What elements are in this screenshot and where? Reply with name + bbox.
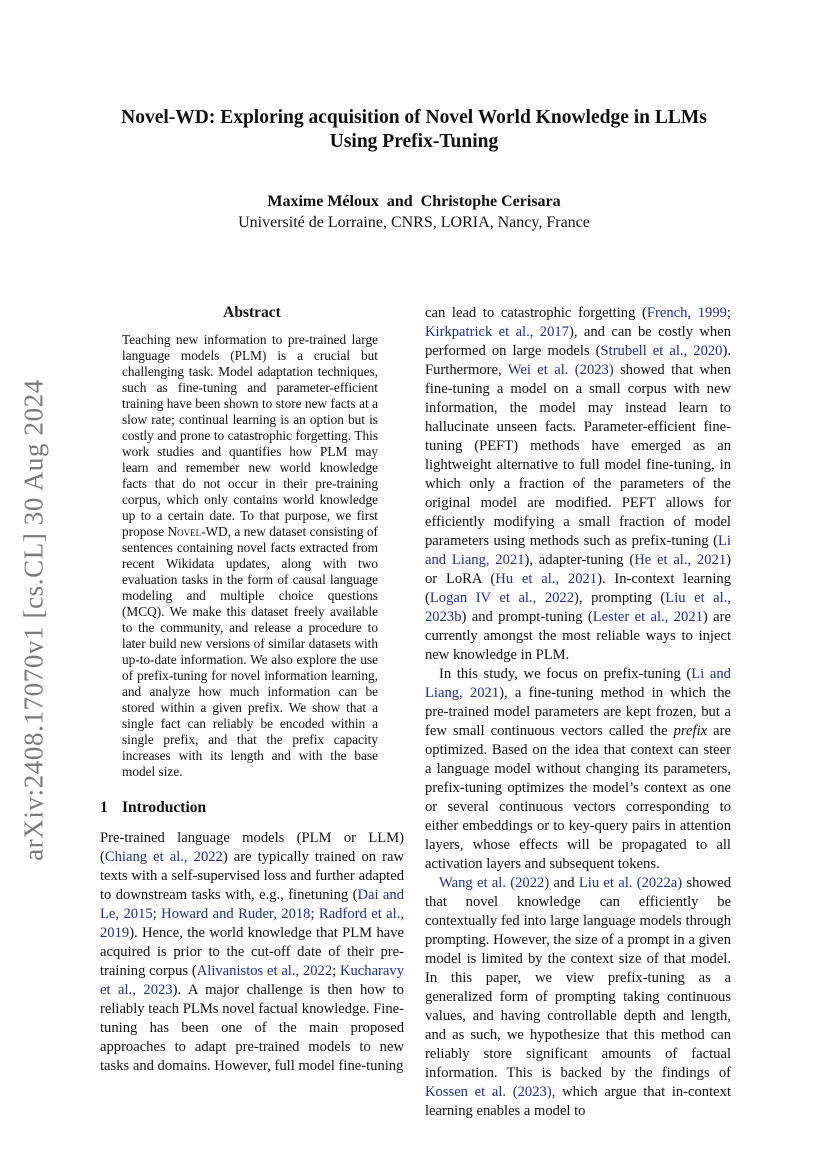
citation-link[interactable]: Liu et al. (2022a) xyxy=(578,875,683,891)
citation-link[interactable]: Howard and Ruder, 2018 xyxy=(161,906,311,922)
text-run: ; xyxy=(332,963,340,979)
author-names: Maxime Méloux and Christophe Cerisara xyxy=(267,193,561,210)
text-run: , which argue that in-context learning enables a model to xyxy=(425,1084,731,1119)
text-run: ), adapter-tuning ( xyxy=(524,552,635,568)
abstract-body xyxy=(122,332,378,780)
section-title: Introduction xyxy=(122,799,207,816)
citation-link[interactable]: Lester et al., 2021 xyxy=(592,609,703,625)
citation-link[interactable]: Chiang et al., 2022 xyxy=(104,849,223,865)
arxiv-identifier: arXiv:2408.17070v1 [cs.CL] 30 Aug 2024 xyxy=(18,379,49,861)
text-run: are optimized. Based on the idea that context can steer a language model without changing its parameters, prefix-tuning optimizes the model’s context as one or several continuous vectors corresponding to either embeddings or to key-query pairs in attention layers, whose effects will be propagated to all activation layers and subsequent tokens. xyxy=(425,723,731,872)
citation-link[interactable]: Li and Liang, 2021 xyxy=(425,666,731,701)
text-run: ). A major challenge is then how to reliably teach PLMs novel factual knowledge. Fine-tuning has been one of the main proposed approaches to adapt pre-trained models to new tasks and domains. However, full model fine-tuning xyxy=(100,982,404,1074)
text-run: showed that when fine-tuning a model on a small corpus with new information, the model may instead learn to hallucinate unseen facts. Parameter-efficient fine-tuning (PEFT) methods have emerged as an lightweight alternative to full model fine-tuning, in which only a fraction of the parameters of the original model are modified. PEFT allows for efficiently modifying a small fraction of model parameters using methods such as prefix-tuning ( xyxy=(425,362,732,549)
text-run: Pre-trained language models (PLM or LLM) ( xyxy=(100,830,404,865)
text-run: and xyxy=(549,875,579,891)
title-line-1: Novel-WD: Exploring acquisition of Novel World Knowledge in LLMs xyxy=(121,107,707,128)
citation-link[interactable]: Wang et al. (2022) xyxy=(439,875,550,891)
text-run: ), prompting ( xyxy=(574,590,666,606)
left-column xyxy=(100,304,404,1076)
text-run: ; xyxy=(726,305,731,321)
right-column xyxy=(425,304,731,1121)
text-run: can lead to catastrophic forgetting ( xyxy=(425,305,647,321)
citation-link[interactable]: He et al., 2021 xyxy=(634,552,727,568)
text-run: showed that novel knowledge can efficiently be contextually fed into large language models through prompting. However, the size of a prompt in a given model is limited by the context size of that model. In this paper, we view prefix-tuning as a generalized form of prompting taking continuous values, and having controllable depth and length, and as such, we hypothesize that this method can reliably store significant amounts of factual information. This is backed by the findings of xyxy=(425,875,731,1081)
text-run: ). In-context learning ( xyxy=(425,571,731,606)
citation-link[interactable]: Kossen et al. (2023) xyxy=(425,1084,552,1100)
citation-link[interactable]: Logan IV et al., 2022 xyxy=(429,590,575,606)
text-run: ). Furthermore, xyxy=(425,343,731,378)
citation-link[interactable]: Strubell et al., 2020 xyxy=(600,343,723,359)
abstract-text-1: Teaching new information to pre-trained large language models (PLM) is a crucial but challenging task. Model adaptation techniques, such as fine-tuning and parameter-efficient training have been shown to store new facts at a slow rate; continual learning is an option but is costly and prone to catastrophic forgetting. This work studies and quantifies how PLM may learn and remember new world knowledge facts that do not occur in their pre-training corpus, which only contains world knowledge up to a certain date. To that purpose, we first propose xyxy=(122,332,378,539)
citation-link[interactable]: Wei et al. (2023) xyxy=(507,362,614,378)
text-run: In this study, we focus on prefix-tuning ( xyxy=(439,666,692,682)
title-line-2: Using Prefix-Tuning xyxy=(329,131,499,152)
text-run: ; xyxy=(152,906,162,922)
text-run: ) or LoRA ( xyxy=(425,552,731,587)
intro-paragraph-1-start xyxy=(100,829,404,1076)
intro-paragraph-2 xyxy=(425,665,731,874)
text-run: ), a fine-tuning method in which the pre-trained model parameters are kept frozen, but a few small continuous vectors called the xyxy=(425,685,732,739)
text-run: ) and prompt-tuning ( xyxy=(461,609,593,625)
intro-paragraph-3 xyxy=(425,874,731,1121)
dataset-name: Novel-WD xyxy=(167,524,228,539)
citation-link[interactable]: Kucharavy et al., 2023 xyxy=(100,963,404,998)
emphasis-prefix: prefix xyxy=(673,723,708,739)
citation-link[interactable]: Radford et al., 2019 xyxy=(100,906,405,941)
citation-link[interactable]: Kirkpatrick et al., 2017 xyxy=(425,324,569,340)
abstract-text-2: , a new dataset consisting of sentences containing novel facts extracted from recent Wikidata updates, along with two evaluation tasks in the form of causal language modeling and multiple choice questions (MCQ). We make this dataset freely available to the community, and release a procedure to later build new versions of similar datasets with up-to-date information. We also explore the use of prefix-tuning for novel information learning, and analyze how much information can be stored within a given prefix. We show that a single fact can reliably be encoded within a single prefix, and that the prefix capacity increases with its length and with the base model size. xyxy=(122,524,378,779)
intro-heading xyxy=(100,799,404,817)
text-run: ) are typically trained on raw texts with a self-supervised loss and further adapted to downstream tasks with, e.g., finetuning ( xyxy=(100,849,404,903)
arxiv-sidebar xyxy=(14,360,54,880)
text-run: ) are currently amongst the most reliable ways to inject new knowledge in PLM. xyxy=(425,609,731,663)
citation-link[interactable]: French, 1999 xyxy=(646,305,727,321)
section-number: 1 xyxy=(100,799,108,816)
citation-link[interactable]: Alivanistos et al., 2022 xyxy=(196,963,333,979)
abstract-heading: Abstract xyxy=(223,304,281,321)
author-block xyxy=(100,191,728,233)
citation-link[interactable]: Dai and Le, 2015 xyxy=(100,887,404,922)
citation-link[interactable]: Liu et al., 2023b xyxy=(425,590,731,625)
intro-paragraph-1-continued xyxy=(425,304,731,665)
citation-link[interactable]: Li and Liang, 2021 xyxy=(425,533,731,568)
text-run: ; xyxy=(310,906,319,922)
text-run: ), and can be costly when performed on large models ( xyxy=(425,324,731,359)
citation-link[interactable]: Hu et al., 2021 xyxy=(495,571,598,587)
text-run: ). Hence, the world knowledge that PLM have acquired is prior to the cut-off date of their pre-training corpus ( xyxy=(100,925,404,979)
affiliation: Université de Lorraine, CNRS, LORIA, Nancy, France xyxy=(238,214,590,231)
paper-title xyxy=(100,106,728,154)
